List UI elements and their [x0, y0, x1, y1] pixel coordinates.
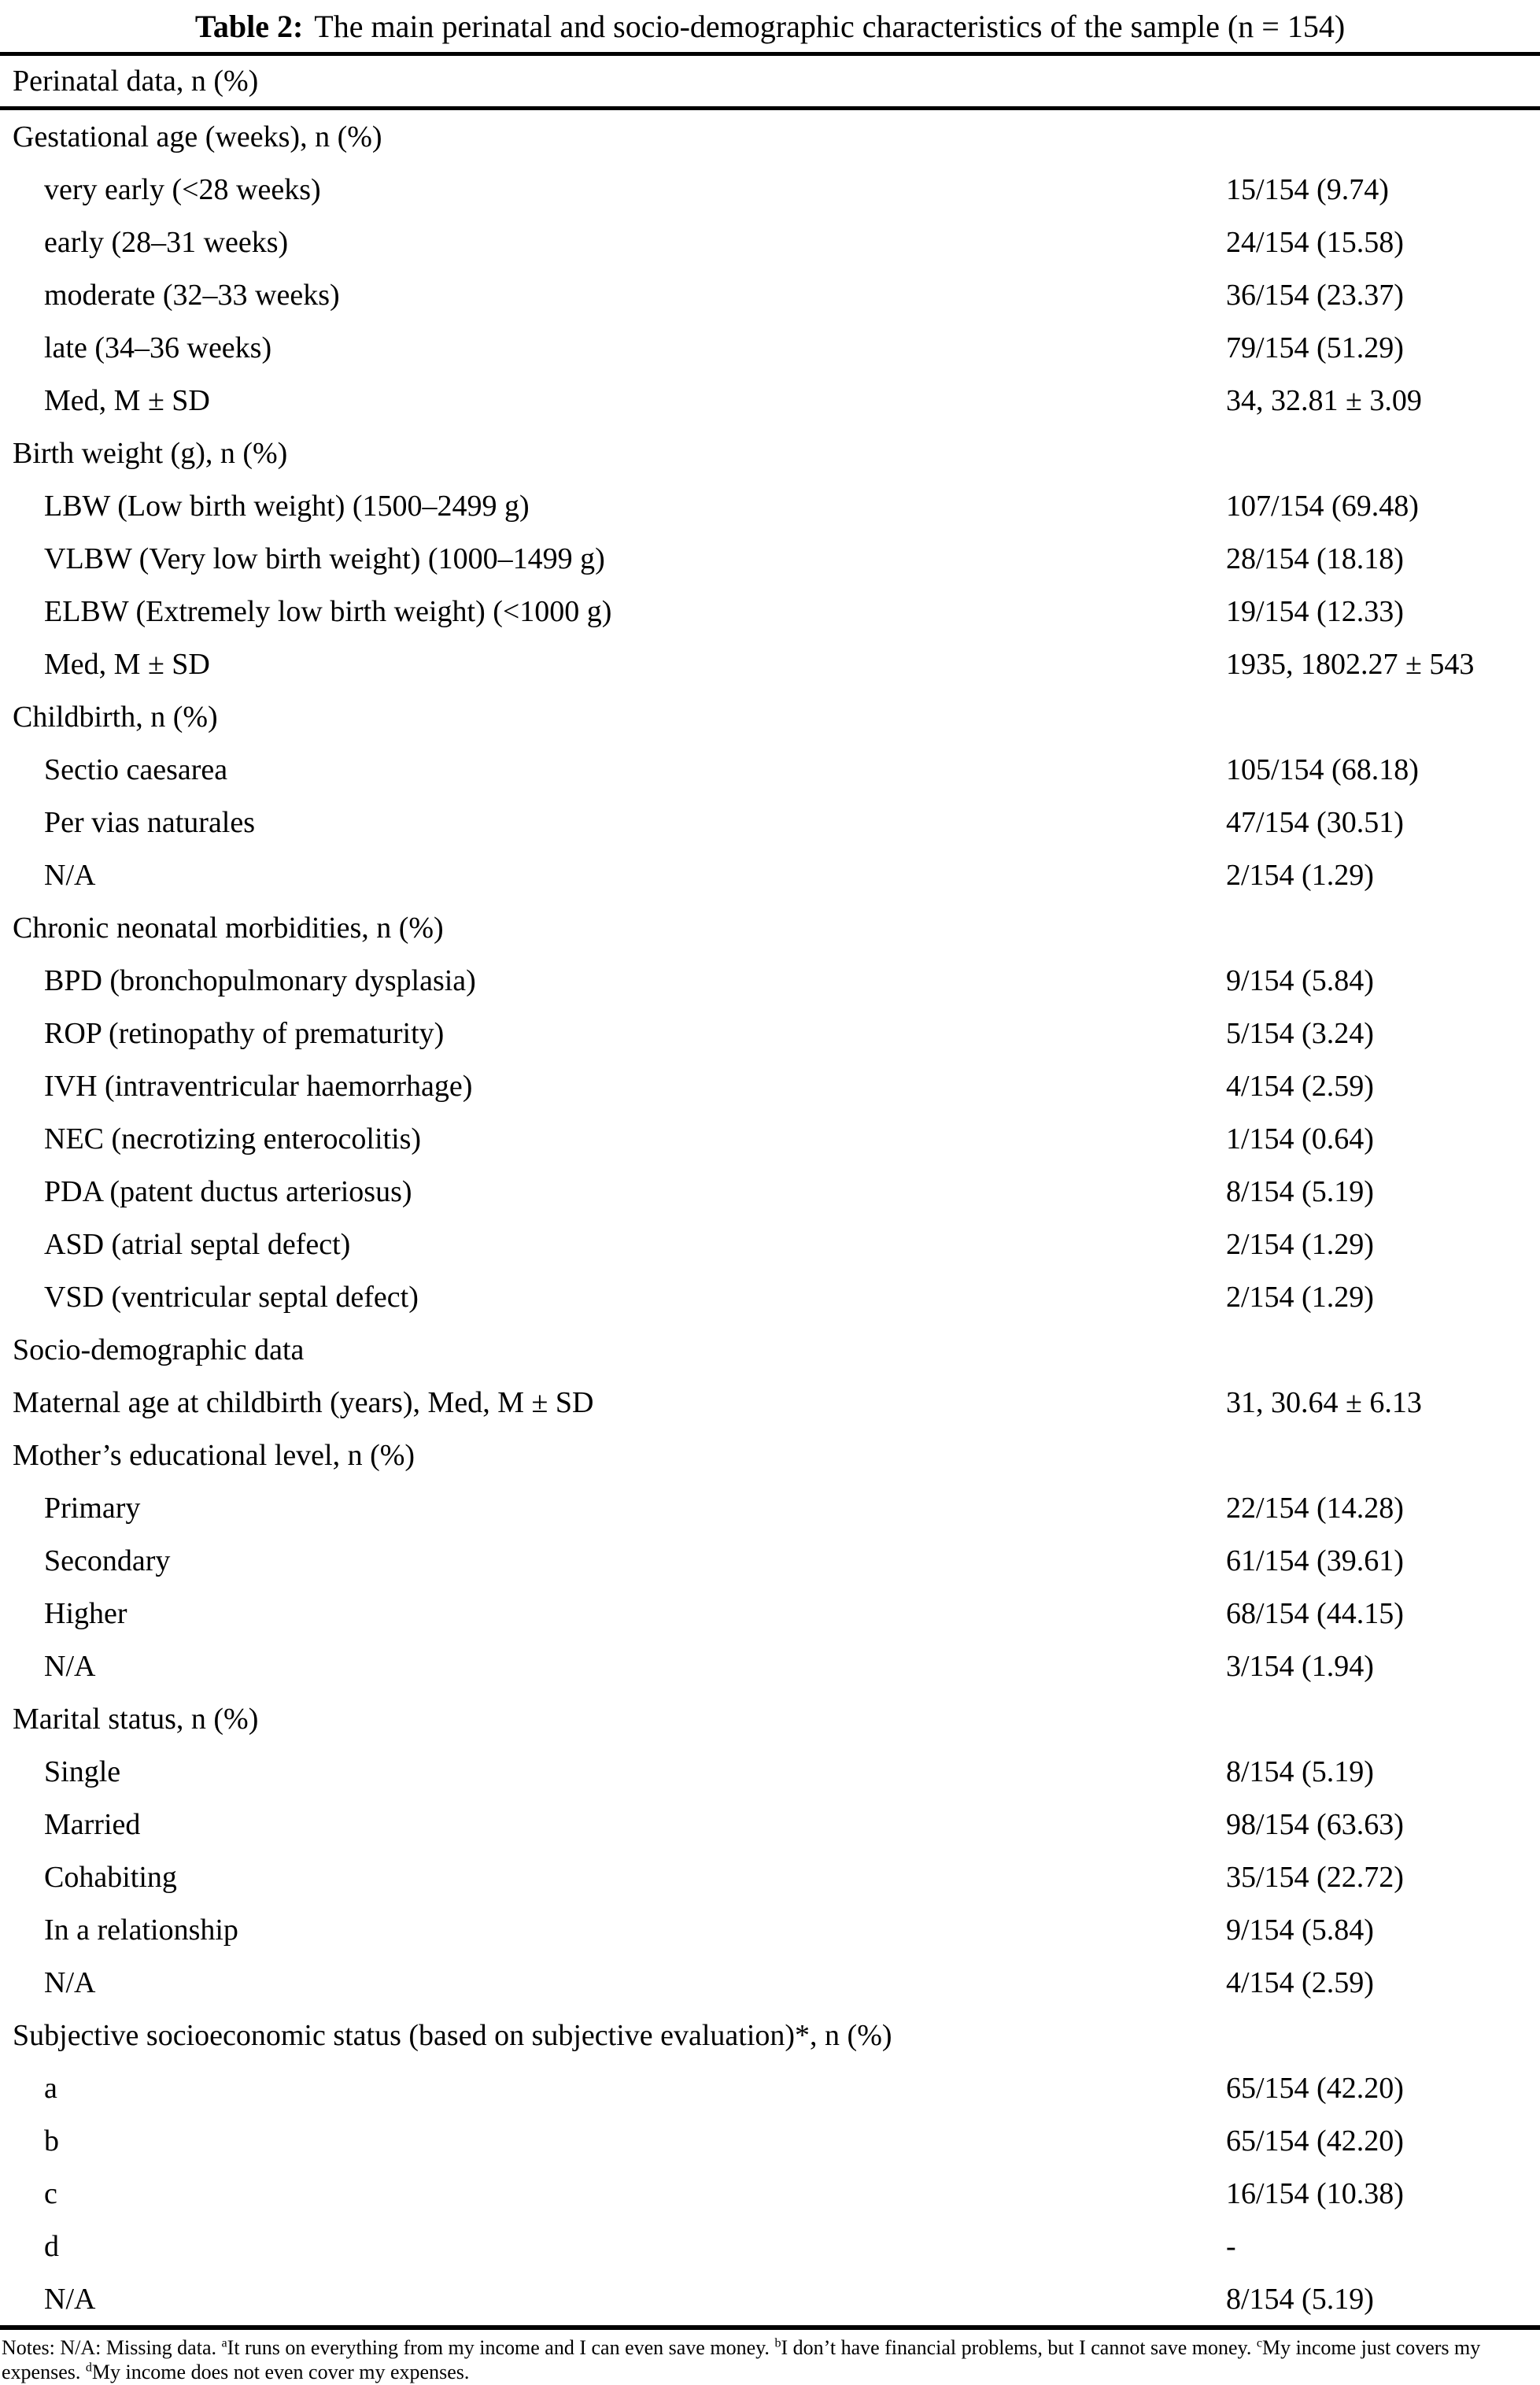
table-row — [0, 1903, 1540, 1956]
table-header-label: Perinatal data, n (%) — [13, 65, 259, 98]
table-row — [0, 1640, 1540, 1692]
row-value: 15/154 (9.74) — [1226, 172, 1389, 206]
row-value: 9/154 (5.84) — [1226, 1913, 1374, 1947]
table-row — [0, 638, 1540, 690]
note-text: I don’t have financial problems, but I cannot save money. — [781, 2336, 1252, 2359]
row-label: NEC (necrotizing enterocolitis) — [44, 1122, 422, 1156]
row-label: ELBW (Extremely low birth weight) (<1000 g) — [44, 594, 612, 628]
row-label: ROP (retinopathy of prematurity) — [44, 1016, 445, 1050]
row-label: In a relationship — [44, 1913, 238, 1947]
table-row — [0, 110, 1540, 163]
row-label: Married — [44, 1807, 141, 1841]
row-value: 61/154 (39.61) — [1226, 1544, 1404, 1577]
row-label: PDA (patent ductus arteriosus) — [44, 1174, 412, 1208]
row-value: 2/154 (1.29) — [1226, 1227, 1374, 1261]
note-superscript: a — [221, 2336, 227, 2350]
table-row — [0, 2167, 1540, 2220]
table-row — [0, 1692, 1540, 1745]
row-value: 107/154 (69.48) — [1226, 489, 1419, 523]
note-text: It runs on everything from my income and I can even save money. — [227, 2336, 770, 2359]
row-value: 98/154 (63.63) — [1226, 1807, 1404, 1841]
row-value: 35/154 (22.72) — [1226, 1860, 1404, 1894]
row-value: 105/154 (68.18) — [1226, 752, 1419, 786]
row-label: Per vias naturales — [44, 805, 256, 839]
row-label: Chronic neonatal morbidities, n (%) — [13, 911, 444, 945]
row-label: Maternal age at childbirth (years), Med, M ± SD — [13, 1385, 594, 1419]
row-label: Secondary — [44, 1544, 171, 1577]
table-row — [0, 1587, 1540, 1640]
row-label: Single — [44, 1755, 121, 1788]
row-label: Med, M ± SD — [44, 647, 210, 681]
row-value: 2/154 (1.29) — [1226, 1280, 1374, 1314]
table-header-row — [0, 56, 1540, 106]
table-row — [0, 1481, 1540, 1534]
note-text: My income does not even cover my expenses. — [91, 2361, 470, 2383]
note-text: My income just covers my expenses. — [2, 2336, 1481, 2383]
row-label: Mother’s educational level, n (%) — [13, 1438, 415, 1472]
row-label: BPD (bronchopulmonary dysplasia) — [44, 963, 476, 997]
row-label: Cohabiting — [44, 1860, 177, 1894]
row-label: ASD (atrial septal defect) — [44, 1227, 351, 1261]
row-value: 22/154 (14.28) — [1226, 1491, 1404, 1525]
row-label: Higher — [44, 1596, 127, 1630]
table-row — [0, 1376, 1540, 1429]
table-row — [0, 743, 1540, 796]
row-value: 1/154 (0.64) — [1226, 1122, 1374, 1156]
table-caption — [0, 0, 1540, 52]
table-row — [0, 1059, 1540, 1112]
table-row — [0, 690, 1540, 743]
table-row — [0, 163, 1540, 216]
table-row — [0, 479, 1540, 532]
row-value: 8/154 (5.19) — [1226, 2282, 1374, 2316]
note-text: Notes: N/A: Missing data. — [2, 2336, 216, 2359]
row-value: 1935, 1802.27 ± 543 — [1226, 647, 1475, 681]
table-row — [0, 427, 1540, 479]
row-label: N/A — [44, 2282, 96, 2316]
row-value: 5/154 (3.24) — [1226, 1016, 1374, 1050]
row-value: 4/154 (2.59) — [1226, 1069, 1374, 1103]
row-value: 47/154 (30.51) — [1226, 805, 1404, 839]
table-row — [0, 2114, 1540, 2167]
table-row — [0, 374, 1540, 427]
row-value: 3/154 (1.94) — [1226, 1649, 1374, 1683]
note-superscript: c — [1256, 2336, 1262, 2350]
table-row — [0, 321, 1540, 374]
row-value: 31, 30.64 ± 6.13 — [1226, 1385, 1422, 1419]
table-row — [0, 1745, 1540, 1798]
table-row — [0, 1112, 1540, 1165]
row-label: LBW (Low birth weight) (1500–2499 g) — [44, 489, 530, 523]
table-row — [0, 1956, 1540, 2009]
row-label: Primary — [44, 1491, 141, 1525]
table-row — [0, 585, 1540, 638]
row-label: Socio-demographic data — [13, 1333, 305, 1366]
row-label: moderate (32–33 weeks) — [44, 278, 340, 312]
table-row — [0, 849, 1540, 901]
row-label: d — [44, 2229, 59, 2263]
note-segment — [86, 2361, 470, 2383]
table-row — [0, 216, 1540, 268]
note-segment — [2, 2336, 216, 2359]
table-row — [0, 2272, 1540, 2325]
row-label: Marital status, n (%) — [13, 1702, 259, 1736]
row-label: N/A — [44, 1965, 96, 1999]
table-body — [0, 110, 1540, 2325]
table-row — [0, 532, 1540, 585]
table-row — [0, 1798, 1540, 1851]
row-label: c — [44, 2176, 57, 2210]
table-row — [0, 268, 1540, 321]
table-row — [0, 901, 1540, 954]
row-label: N/A — [44, 1649, 96, 1683]
row-label: Childbirth, n (%) — [13, 700, 218, 734]
row-value: 8/154 (5.19) — [1226, 1755, 1374, 1788]
table-caption-number: Table 2: — [194, 8, 304, 44]
row-label: Birth weight (g), n (%) — [13, 436, 288, 470]
row-label: Gestational age (weeks), n (%) — [13, 120, 382, 153]
row-label: b — [44, 2124, 59, 2158]
row-value: 65/154 (42.20) — [1226, 2071, 1404, 2105]
row-label: VLBW (Very low birth weight) (1000–1499 g) — [44, 542, 605, 575]
row-value: 28/154 (18.18) — [1226, 542, 1404, 575]
row-value: 36/154 (23.37) — [1226, 278, 1404, 312]
note-segment — [222, 2336, 770, 2359]
row-value: 4/154 (2.59) — [1226, 1965, 1374, 1999]
row-label: Subjective socioeconomic status (based on subjective evaluation)*, n (%) — [13, 2018, 892, 2052]
row-label: a — [44, 2071, 57, 2105]
row-value: 16/154 (10.38) — [1226, 2176, 1404, 2210]
row-value: 34, 32.81 ± 3.09 — [1226, 383, 1422, 417]
table-row — [0, 1007, 1540, 1059]
table-row — [0, 1270, 1540, 1323]
table-row — [0, 1534, 1540, 1587]
table-caption-text: The main perinatal and socio-demographic characteristics of the sample (n = 154) — [314, 8, 1346, 44]
row-label: IVH (intraventricular haemorrhage) — [44, 1069, 473, 1103]
table-row — [0, 1851, 1540, 1903]
row-value: 65/154 (42.20) — [1226, 2124, 1404, 2158]
row-label: very early (<28 weeks) — [44, 172, 321, 206]
table-row — [0, 1429, 1540, 1481]
row-value: 2/154 (1.29) — [1226, 858, 1374, 892]
table-row — [0, 2009, 1540, 2061]
row-label: VSD (ventricular septal defect) — [44, 1280, 419, 1314]
note-superscript: d — [85, 2361, 92, 2375]
row-value: - — [1226, 2229, 1236, 2263]
row-value: 68/154 (44.15) — [1226, 1596, 1404, 1630]
row-value: 79/154 (51.29) — [1226, 331, 1404, 364]
note-superscript: b — [774, 2336, 781, 2350]
row-label: Med, M ± SD — [44, 383, 210, 417]
table-row — [0, 2061, 1540, 2114]
row-value: 9/154 (5.84) — [1226, 963, 1374, 997]
row-label: late (34–36 weeks) — [44, 331, 272, 364]
table-notes — [0, 2330, 1540, 2384]
table-row — [0, 2220, 1540, 2272]
table-row — [0, 1323, 1540, 1376]
table-row — [0, 954, 1540, 1007]
row-value: 8/154 (5.19) — [1226, 1174, 1374, 1208]
row-label: early (28–31 weeks) — [44, 225, 289, 259]
row-label: Sectio caesarea — [44, 752, 228, 786]
table-row — [0, 1218, 1540, 1270]
table-row — [0, 796, 1540, 849]
notes-line — [2, 2336, 1480, 2383]
row-value: 19/154 (12.33) — [1226, 594, 1404, 628]
note-segment — [774, 2336, 1251, 2359]
table-row — [0, 1165, 1540, 1218]
row-label: N/A — [44, 858, 96, 892]
row-value: 24/154 (15.58) — [1226, 225, 1404, 259]
